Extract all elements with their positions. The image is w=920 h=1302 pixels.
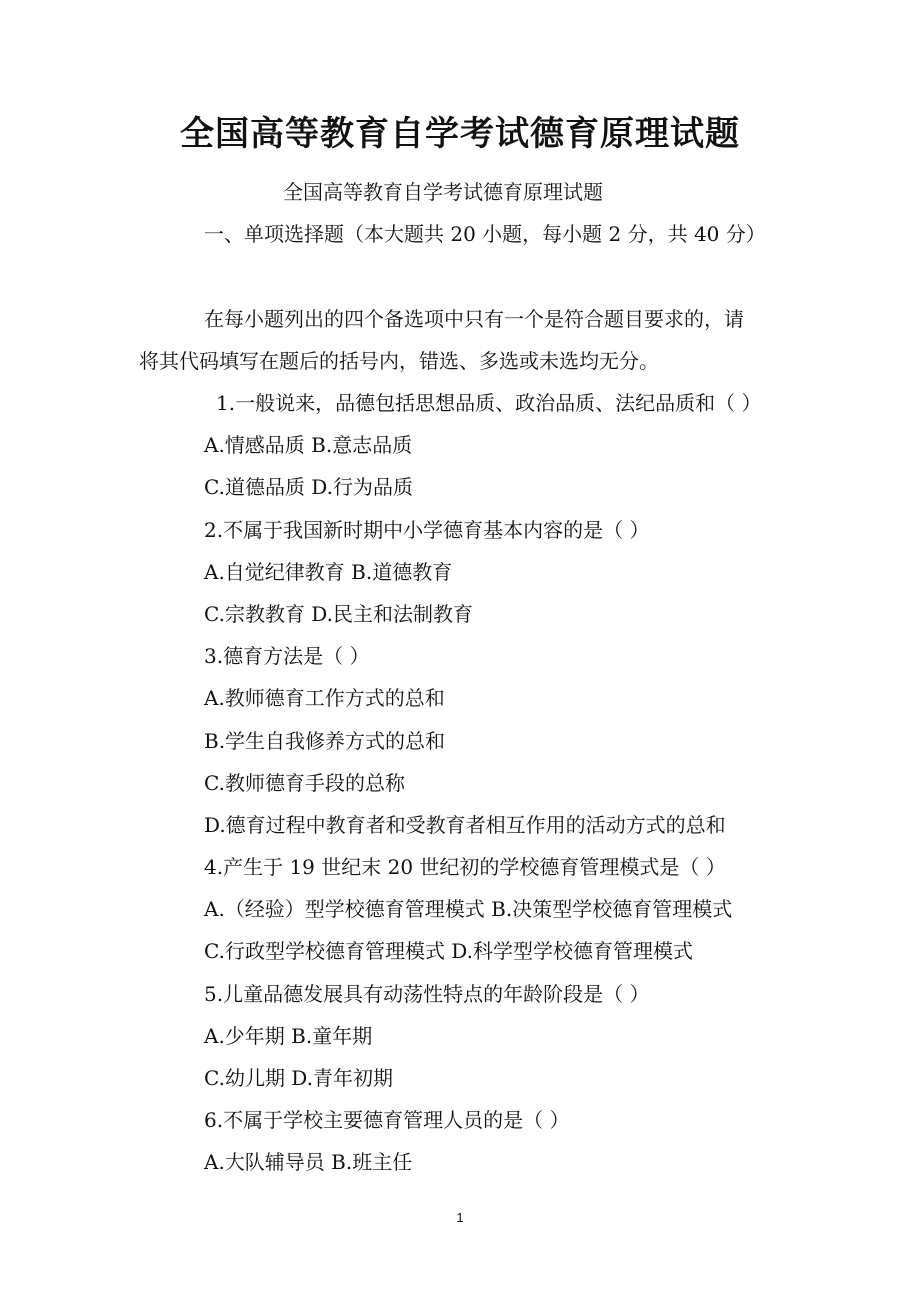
- option-line: A.（经验）型学校德育管理模式 B.决策型学校德育管理模式: [204, 897, 733, 922]
- question-line: 6.不属于学校主要德育管理人员的是（ ）: [204, 1108, 570, 1133]
- option-line: C.教师德育手段的总称: [204, 770, 405, 795]
- page-number: 1: [456, 1210, 464, 1225]
- question-line: 3.德育方法是（ ）: [204, 644, 370, 669]
- question-line: 5.儿童品德发展具有动荡性特点的年龄阶段是（ ）: [204, 981, 650, 1006]
- question-list: [204, 388, 761, 1190]
- instruction-line-1: 在每小题列出的四个备选项中只有一个是符合题目要求的，请: [204, 307, 744, 331]
- option-line: A.情感品质 B.意志品质: [204, 433, 413, 458]
- document-title: 全国高等教育自学考试德育原理试题: [180, 114, 740, 154]
- question-line: 4.产生于 19 世纪末 20 世纪初的学校德育管理模式是（ ）: [204, 855, 726, 880]
- option-line: B.学生自我修养方式的总和: [204, 728, 446, 753]
- option-line: A.少年期 B.童年期: [204, 1023, 373, 1048]
- option-line: D.德育过程中教育者和受教育者相互作用的活动方式的总和: [204, 812, 726, 837]
- section-heading: 一、单项选择题（本大题共 20 小题，每小题 2 分，共 40 分）: [204, 222, 766, 246]
- document-subtitle: 全国高等教育自学考试德育原理试题: [283, 180, 603, 204]
- instruction-line-2: 将其代码填写在题后的括号内，错选、多选或未选均无分。: [139, 349, 659, 373]
- option-line: A.教师德育工作方式的总和: [204, 686, 445, 711]
- option-line: C.幼儿期 D.青年初期: [204, 1066, 393, 1090]
- option-line: C.道德品质 D.行为品质: [204, 475, 413, 500]
- question-line: 2.不属于我国新时期中小学德育基本内容的是（ ）: [204, 517, 650, 542]
- option-line: A.自觉纪律教育 B.道德教育: [204, 559, 453, 584]
- question-line: 1.一般说来，品德包括思想品质、政治品质、法纪品质和（ ）: [216, 391, 762, 415]
- option-line: C.宗教教育 D.民主和法制教育: [204, 601, 473, 626]
- option-line: A.大队辅导员 B.班主任: [204, 1150, 413, 1175]
- option-line: C.行政型学校德育管理模式 D.科学型学校德育管理模式: [204, 939, 693, 964]
